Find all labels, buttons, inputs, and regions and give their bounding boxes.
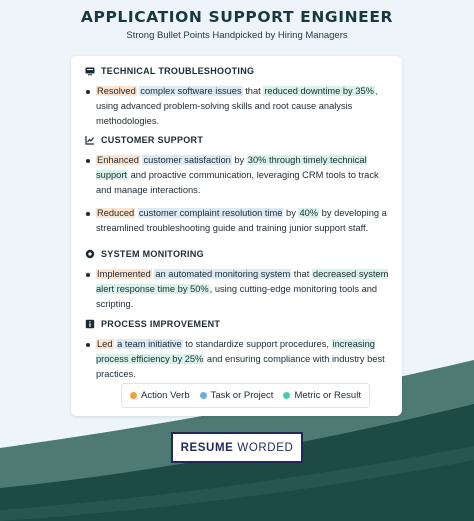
- blue-dot-icon: [200, 392, 207, 399]
- logo-text-light: WORDED: [237, 441, 294, 454]
- section-title: PROCESS IMPROVEMENT: [101, 319, 221, 329]
- section-header: [85, 319, 391, 329]
- action-verb-highlight: Enhanced: [97, 155, 139, 165]
- section-process-improvement: [85, 319, 391, 382]
- section-title: TECHNICAL TROUBLESHOOTING: [101, 66, 255, 76]
- metric-or-result-highlight: reduced downtime by 35%: [264, 86, 374, 96]
- info-icon: [85, 319, 95, 329]
- highlight-legend: [121, 383, 370, 408]
- section-title: SYSTEM MONITORING: [101, 249, 204, 259]
- section-system-monitoring: [85, 249, 391, 312]
- page-title: APPLICATION SUPPORT ENGINEER: [80, 8, 394, 26]
- section-technical-troubleshooting: [85, 66, 391, 129]
- bullet-text: to standardize support procedures,: [182, 339, 332, 349]
- section-header: [85, 249, 391, 259]
- action-verb-highlight: Reduced: [97, 208, 135, 218]
- bullet-text: that: [291, 269, 312, 279]
- chart-icon: [85, 135, 95, 145]
- bullet-list: [85, 267, 391, 312]
- metric-or-result-highlight: decreased system alert response time by 50%: [96, 269, 389, 294]
- bullet-text: , using cutting-edge monitoring tools and scripting.: [96, 284, 378, 309]
- legend-label: Action Verb: [141, 390, 190, 401]
- metric-or-result-highlight: 40%: [299, 208, 319, 218]
- bullet-text: by: [231, 155, 247, 165]
- bullet-text: by: [283, 208, 299, 218]
- legend-item-action-verb: [130, 390, 190, 401]
- task-or-project-highlight: customer complaint resolution time: [138, 208, 283, 218]
- bullet-text: and ensuring compliance with industry best practices.: [96, 354, 385, 379]
- page-subtitle: Strong Bullet Points Handpicked by Hiring Managers: [126, 30, 348, 41]
- legend-label: Task or Project: [210, 390, 274, 401]
- bullet-point: [85, 206, 391, 236]
- section-header: [85, 66, 391, 76]
- teal-dot-icon: [283, 392, 290, 399]
- bullet-text: , using advanced problem-solving skills and root cause analysis methodologies.: [96, 86, 378, 126]
- bullet-list: [85, 337, 391, 382]
- task-or-project-highlight: customer satisfaction: [143, 155, 231, 165]
- action-verb-highlight: Resolved: [97, 86, 136, 96]
- metric-or-result-highlight: 30% through timely technical support: [96, 155, 367, 180]
- bullet-point: [85, 267, 391, 312]
- legend-item-task-or-project: [200, 390, 274, 401]
- bullet-point: [85, 84, 391, 129]
- task-or-project-highlight: a team initiative: [117, 339, 182, 349]
- bullet-text: by developing a streamlined troubleshooting guide and training junior support staff.: [96, 208, 387, 233]
- action-verb-highlight: Led: [97, 339, 113, 349]
- header: [0, 8, 474, 41]
- action-verb-highlight: Implemented: [97, 269, 151, 279]
- bullet-list: [85, 153, 391, 236]
- bullet-point: [85, 153, 391, 198]
- bullet-list: [85, 84, 391, 129]
- bullet-point: [85, 337, 391, 382]
- logo-text-bold: RESUME: [180, 441, 234, 454]
- legend-item-metric-or-result: [283, 390, 361, 401]
- metric-or-result-highlight: increasing process efficiency by 25%: [96, 339, 375, 364]
- legend-label: Metric or Result: [294, 390, 361, 401]
- section-customer-support: [85, 135, 391, 236]
- section-header: [85, 135, 391, 145]
- task-or-project-highlight: an automated monitoring system: [155, 269, 291, 279]
- bullet-text: that: [242, 86, 264, 96]
- resume-card: [71, 56, 402, 416]
- bullet-text: and proactive communication, leveraging CRM tools to track and manage interactions.: [96, 170, 379, 195]
- orange-dot-icon: [130, 392, 137, 399]
- section-title: CUSTOMER SUPPORT: [101, 135, 204, 145]
- resume-worded-logo[interactable]: [171, 432, 303, 463]
- task-or-project-highlight: complex software issues: [140, 86, 242, 96]
- target-icon: [85, 249, 95, 259]
- monitor-icon: [85, 66, 95, 76]
